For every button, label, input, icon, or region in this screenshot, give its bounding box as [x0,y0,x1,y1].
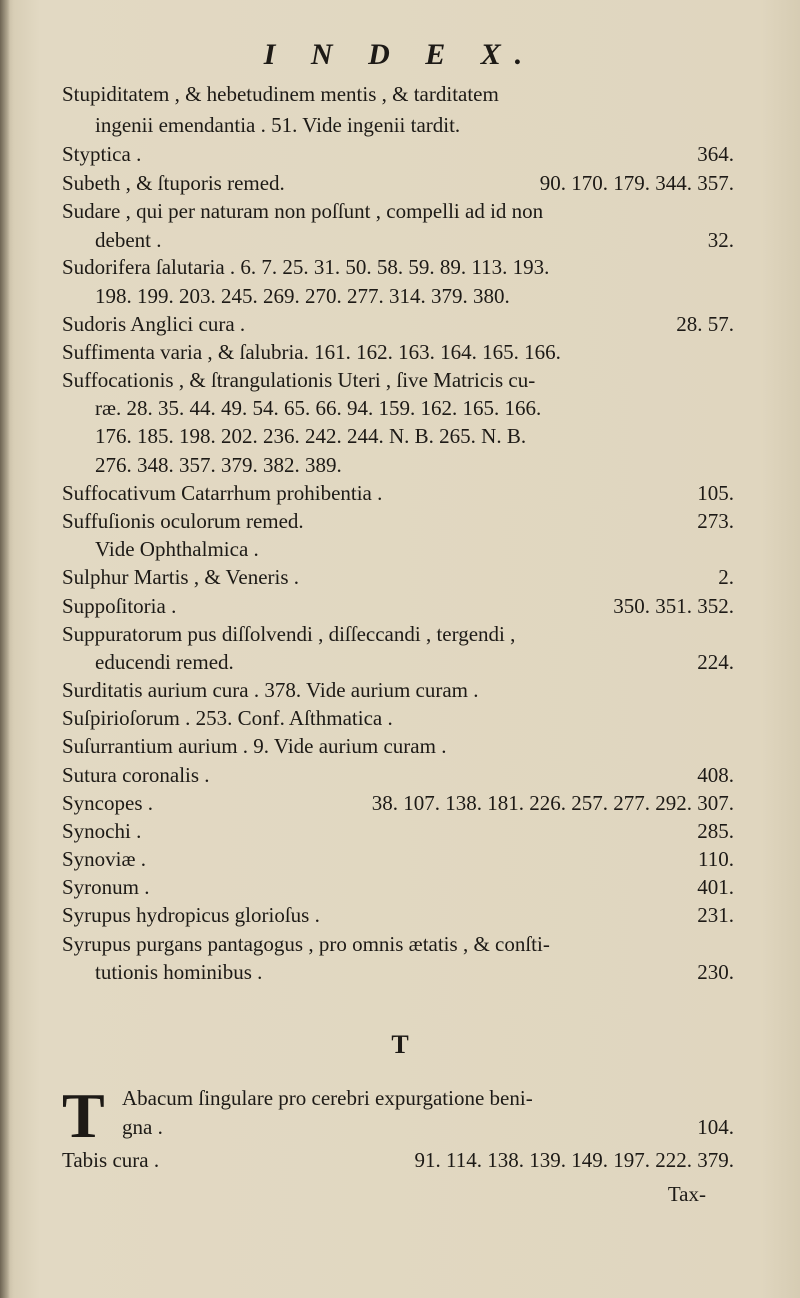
entry-tabacum: Abacum ſingulare pro cerebri expurgatione beni- [122,1086,533,1110]
entry-suppuratorum-cont: educendi remed. [95,650,234,674]
entry-subeth: Subeth , & ſtuporis remed. [62,171,285,195]
entry-synochi-pages: 285. [697,819,734,843]
entry-sulphur-pages: 2. [718,565,734,589]
entry-syrupus-hydropicus-pages: 231. [697,903,734,927]
entry-sudoris-pages: 28. 57. [676,312,734,336]
entry-synochi: Synochi . [62,819,142,843]
entry-suffusionis: Suffuſionis oculorum remed. [62,509,304,533]
entry-suppuratorum-pages: 224. [697,650,734,674]
page-gutter-edge [0,0,10,1298]
entry-suffusionis-pages: 273. [697,509,734,533]
entry-syronum: Syronum . [62,875,150,899]
drop-cap-letter: T [62,1080,105,1151]
entry-sutura-pages: 408. [697,763,734,787]
entry-sulphur: Sulphur Martis , & Veneris . [62,565,300,589]
entry-suffusionis-cont: Vide Ophthalmica . [95,537,259,561]
entry-suppositoria-pages: 350. 351. 352. [613,594,734,618]
entry-synoviae: Synoviæ . [62,847,147,871]
entry-subeth-pages: 90. 170. 179. 344. 357. [539,171,734,195]
entry-suffocationis: Suffocationis , & ſtrangulationis Uteri , ſive Matricis cu- [62,368,536,392]
entry-sudare-cont: debent . [95,228,162,252]
entry-tabacum-pages: 104. [697,1115,734,1139]
entry-syrupus-purgans-cont: tutionis hominibus . [95,960,263,984]
entry-susurrantium: Suſurrantium aurium . 9. Vide aurium curam . [62,734,447,758]
entry-styptica-pages: 364. [697,142,734,166]
entry-stupiditatem: Stupiditatem , & hebetudinem mentis , & tarditatem [62,82,499,106]
entry-syrupus-purgans: Syrupus purgans pantagogus , pro omnis ætatis , & conſti- [62,932,550,956]
entry-syronum-pages: 401. [697,875,734,899]
entry-suffocativum-pages: 105. [697,481,734,505]
entry-suffocationis-cont2: 176. 185. 198. 202. 236. 242. 244. N. B. 265. N. B. [95,424,527,448]
entry-stupiditatem-cont: ingenii emendantia . 51. Vide ingenii tardit. [95,113,461,137]
entry-suffocativum: Suffocativum Catarrhum prohibentia . [62,481,383,505]
entry-synoviae-pages: 110. [698,847,734,871]
entry-syncopes: Syncopes . [62,791,153,815]
entry-sutura: Sutura coronalis . [62,763,210,787]
entry-suffocationis-cont1: ræ. 28. 35. 44. 49. 54. 65. 66. 94. 159. 162. 165. 166. [95,396,542,420]
entry-suffocationis-cont3: 276. 348. 357. 379. 382. 389. [95,453,342,477]
entry-suspiriosorum: Suſpirioſorum . 253. Conf. Aſthmatica . [62,706,393,730]
entry-sudoris: Sudoris Anglici cura . [62,312,246,336]
entry-suppuratorum: Suppuratorum pus diſſolvendi , diſſeccandi , tergendi , [62,622,516,646]
entry-syncopes-pages: 38. 107. 138. 181. 226. 257. 277. 292. 307. [371,791,734,815]
entry-syrupus-hydropicus: Syrupus hydropicus glorioſus . [62,903,320,927]
entry-surditatis: Surditatis aurium cura . 378. Vide aurium curam . [62,678,479,702]
entry-tabis-pages: 91. 114. 138. 139. 149. 197. 222. 379. [414,1148,734,1172]
catchword: Tax- [667,1182,706,1206]
entry-tabacum-cont: gna . [122,1115,163,1139]
entry-suffimenta: Suffimenta varia , & ſalubria. 161. 162. 163. 164. 165. 166. [62,340,561,364]
entry-sudare-pages: 32. [707,228,734,252]
entry-styptica: Styptica . [62,142,142,166]
entry-sudorifera: Sudorifera ſalutaria . 6. 7. 25. 31. 50. 58. 59. 89. 113. 193. [62,255,550,279]
entry-syrupus-purgans-pages: 230. [697,960,734,984]
entry-sudorifera-cont: 198. 199. 203. 245. 269. 270. 277. 314. 379. 380. [95,284,510,308]
entry-suppositoria: Suppoſitoria . [62,594,177,618]
entry-tabis: Tabis cura . [62,1148,160,1172]
entry-sudare: Sudare , qui per naturam non poſſunt , compelli ad id non [62,199,544,223]
page-title: I N D E X. [263,38,537,71]
section-letter-heading: T [391,1030,409,1059]
